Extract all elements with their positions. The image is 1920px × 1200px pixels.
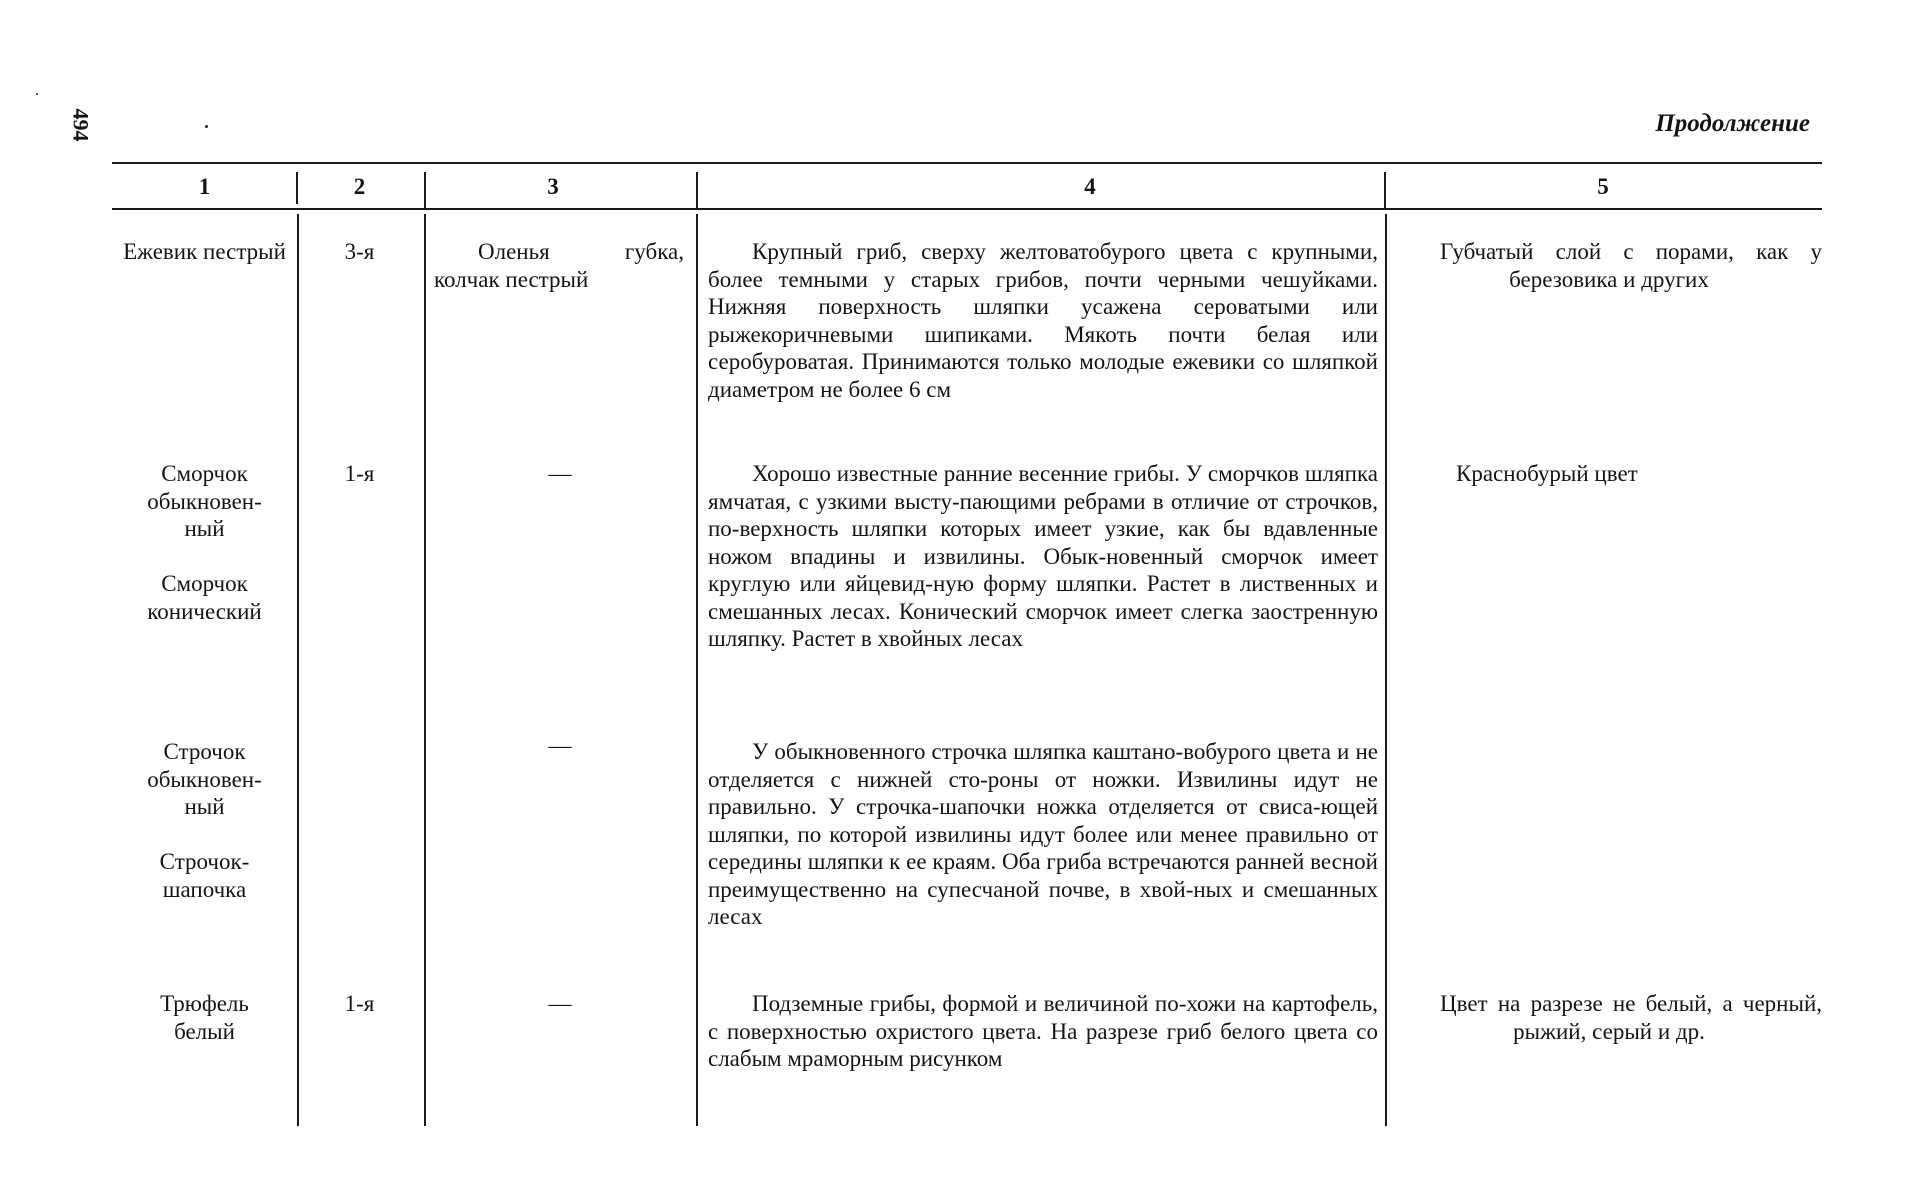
mushroom-name — [112, 460, 297, 543]
mushroom-name-text: Строчок-шапочка — [159, 849, 250, 902]
column-header-5: 5 — [1597, 174, 1609, 199]
column-divider — [696, 172, 698, 208]
synonyms-dash: — — [548, 733, 572, 758]
header-bottom-rule — [112, 208, 1822, 210]
synonyms-text: Оленья губка, колчак пестрый — [434, 239, 684, 292]
column-divider — [696, 214, 698, 1126]
category: 1-я — [344, 991, 375, 1016]
column-divider — [424, 172, 426, 208]
distinction-text: Краснобурый цвет — [1456, 461, 1638, 486]
column-divider — [296, 172, 298, 204]
print-speck — [36, 93, 38, 95]
description — [708, 738, 1378, 931]
column-header-4: 4 — [1084, 174, 1096, 199]
column-divider — [1385, 214, 1387, 1126]
mushroom-name: Ежевик пестрый — [123, 239, 286, 264]
table-top-rule — [112, 162, 1822, 164]
column-divider — [1384, 172, 1386, 208]
synonyms-dash: — — [548, 991, 572, 1016]
mushroom-name — [112, 570, 297, 625]
description — [708, 990, 1378, 1073]
synonyms-dash: — — [548, 461, 572, 486]
description-text: Хорошо известные ранние весенние грибы. У сморчков шляпка ямчатая, с узкими высту-пающими ребрами в отличие от строчков, по-верхность шляпки которых имеет узкие, как бы вдавленные ножом впадины и извилины. Обык-новенный сморчок имеет круглую или яйцевид-ную форму шляпки. Растет в лиственных и смешанных лесах. Конический сморчок имеет слегка заостренную шляпку. Растет в хвойных лесах — [708, 461, 1378, 651]
category: 1-я — [344, 461, 375, 486]
mushroom-name — [112, 990, 297, 1045]
distinction — [1396, 990, 1822, 1045]
column-header-2: 2 — [353, 174, 366, 199]
page-number: 494 — [68, 108, 94, 142]
category: 3-я — [344, 239, 375, 264]
mushroom-name — [112, 848, 297, 903]
column-header-3: 3 — [547, 174, 559, 199]
mushroom-name-text: Трюфель белый — [160, 991, 249, 1044]
description — [708, 460, 1378, 653]
distinction — [1396, 238, 1822, 293]
continuation-label: Продолжение — [1655, 110, 1810, 137]
description — [708, 238, 1378, 403]
description-text: У обыкновенного строчка шляпка каштано-вобурого цвета и не отделяется с нижней сто-роны от ножки. Извилины идут не правильно. У строчка-шапочки ножка отделяется от свиса-ющей шляпки, по которой извилины идут более или менее правильно от середины шляпки к ее краям. Оба гриба встречаются ранней весной преимущественно на супесчаной почве, в хвой-ных и смешанных лесах — [708, 739, 1378, 929]
mushroom-table — [112, 162, 1822, 1132]
description-text: Подземные грибы, формой и величиной по-хожи на картофель, с поверхностью охристого цвета. На разрезе гриб белого цвета со слабым мраморным рисунком — [708, 991, 1378, 1071]
distinction-text: Цвет на разрезе не белый, а черный, рыжий, серый и др. — [1440, 991, 1822, 1044]
synonyms — [434, 238, 684, 293]
distinction-text: Губчатый слой с порами, как у березовика и других — [1440, 239, 1822, 292]
print-speck — [205, 125, 208, 128]
mushroom-name-text: Сморчок конический — [147, 571, 262, 624]
column-header-1: 1 — [198, 174, 211, 199]
description-text: Крупный гриб, сверху желтоватобурого цвета с крупными, более темными у старых грибов, почти черными чешуйками. Нижняя поверхность шляпки усажена сероватыми или рыжекоричневыми шипиками. Мякоть почти белая или серобуроватая. Принимаются только молодые ежевики со шляпкой диаметром не более 6 см — [708, 239, 1378, 402]
mushroom-name-text: Сморчок обыкновен-ный — [147, 461, 262, 541]
mushroom-name-text: Строчок обыкновен-ный — [147, 739, 262, 819]
distinction — [1396, 460, 1822, 488]
mushroom-name — [112, 738, 297, 821]
